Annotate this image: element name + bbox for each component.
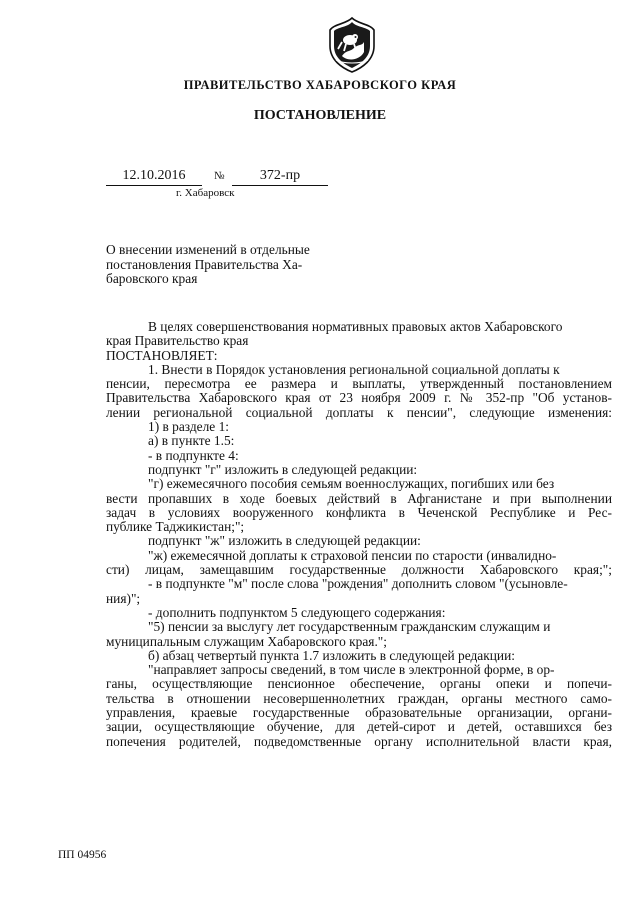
document-type-title: ПОСТАНОВЛЕНИЕ [253, 108, 387, 123]
body-line: подпункт "ж" изложить в следующей редакции: [148, 533, 421, 549]
body-line: ганы, осуществляющие пенсионное обеспечение, органы опеки и попечи- [106, 676, 612, 692]
body-line: "направляет запросы сведений, в том числе в электронной форме, в ор- [148, 662, 555, 678]
body-line: ния)"; [106, 590, 141, 606]
body-line: - дополнить подпунктом 5 следующего содержания: [148, 604, 446, 620]
body-line: публике Таджикистан;"; [106, 519, 245, 535]
government-name: ПРАВИТЕЛЬСТВО ХАБАРОВСКОГО КРАЯ [183, 78, 457, 92]
body-line: В целях совершенствования нормативных правовых актов Хабаровского [148, 319, 563, 334]
body-line: - в подпункте 4: [148, 447, 239, 463]
body-line: попечения родителей, подведомственные органу исполнительной власти края, [106, 733, 612, 749]
body-line: "5) пенсии за выслугу лет государственным гражданским служащим и [148, 619, 551, 635]
body-line: муниципальным служащим Хабаровского края."; [106, 633, 387, 649]
body-line: сти) лицам, замещавшим государственные должности Хабаровского края;"; [106, 562, 612, 578]
body-line: управления, краевые государственные образовательные организации, органи- [106, 705, 612, 721]
city-name: г. Хабаровск [176, 187, 235, 199]
body-line: "г) ежемесячного пособия семьям военнослужащих, погибших или без [148, 476, 555, 492]
body-line: задач в условиях вооруженного конфликта в Чеченской Республике и Рес- [106, 504, 612, 520]
body-line: - в подпункте "м" после слова "рождения" дополнить словом "(усыновле- [148, 576, 568, 592]
body-line: б) абзац четвертый пункта 1.7 изложить в следующей редакции: [148, 647, 515, 663]
document-code: ПП 04956 [58, 849, 107, 861]
body-line: "ж) ежемесячной доплаты к страховой пенсии по старости (инвалидно- [148, 547, 557, 563]
body-line: пенсии, пересмотра ее размера и выплаты, утвержденный постановлением [106, 376, 612, 392]
body-line: 1) в разделе 1: [148, 419, 230, 435]
subject-block [106, 243, 346, 287]
coat-of-arms-emblem [328, 16, 376, 74]
body-line-decree: ПОСТАНОВЛЯЕТ: [106, 347, 218, 363]
body-line: лении региональной социальной доплаты к пенсии", следующие изменения: [106, 404, 612, 420]
subject-line: О внесении изменений в отдельные [106, 242, 310, 257]
body-line: края Правительство края [106, 333, 249, 349]
subject-line: постановления Правительства Ха- [106, 256, 303, 272]
subject-line: баровского края [106, 271, 198, 286]
document-date: 12.10.2016 [106, 168, 202, 186]
body-line: вести пропавших в ходе боевых действий в Афганистане и при выполнении [106, 490, 612, 506]
body-line: Правительства Хабаровского края от 23 ноября 2009 г. № 352-пр "Об установ- [106, 390, 612, 406]
body-line: тельства в отношении несовершеннолетних граждан, органы местного само- [106, 690, 612, 706]
number-sign: № [214, 170, 225, 182]
body-line: а) в пункте 1.5: [148, 433, 235, 449]
body-line: подпункт "г" изложить в следующей редакции: [148, 461, 418, 477]
document-body [106, 320, 612, 749]
body-line: зации, осуществляющие обучение, для детей-сирот и детей, оставшихся без [106, 719, 612, 735]
document-number: 372-пр [232, 168, 328, 186]
body-line: 1. Внести в Порядок установления региональной социальной доплаты к [148, 361, 560, 377]
